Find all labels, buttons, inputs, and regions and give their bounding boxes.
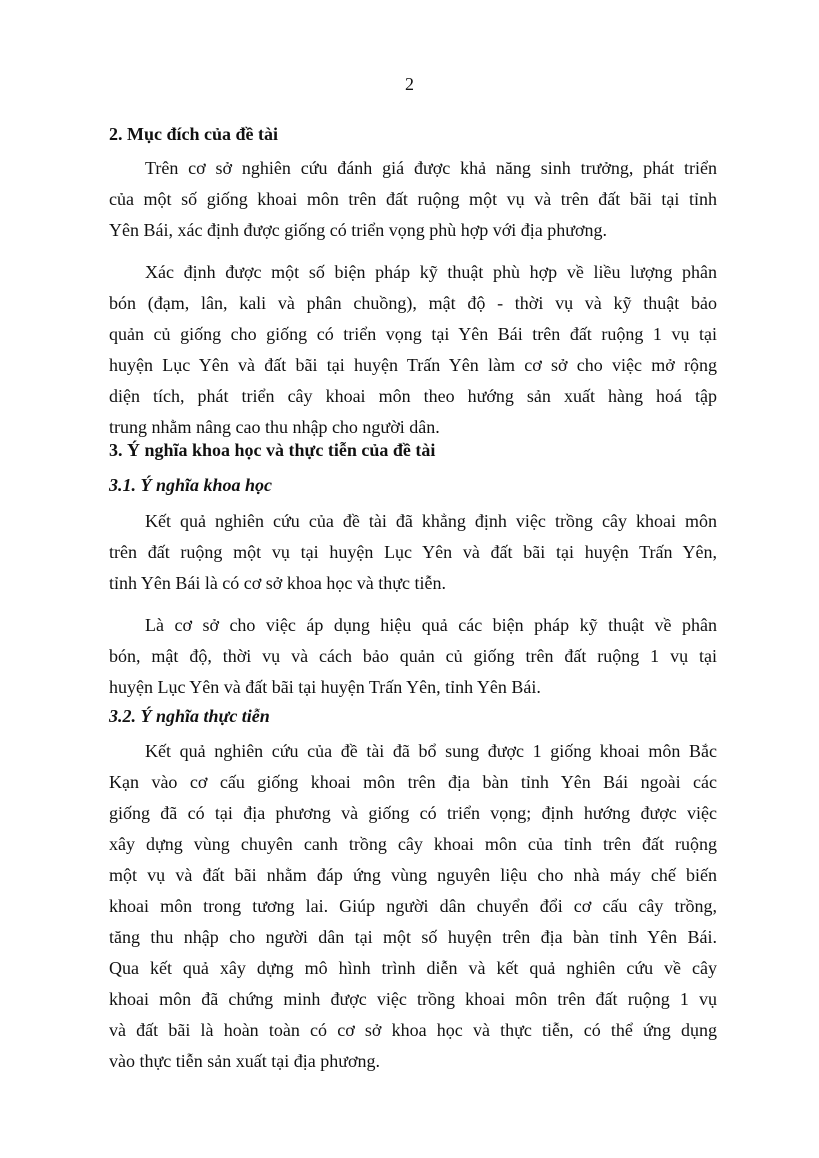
text-line: bón, mật độ, thời vụ và cách bảo quản củ giống trên đất ruộng 1 vụ tại [109, 646, 717, 666]
section-3-heading: 3. Ý nghĩa khoa học và thực tiễn của đề tài [109, 440, 436, 460]
text-line: của một số giống khoai môn trên đất ruộng một vụ và trên đất bãi tại tỉnh [109, 189, 717, 209]
text-line: một vụ và đất bãi nhằm đáp ứng vùng nguyên liệu cho nhà máy chế biến [109, 865, 717, 885]
paragraph [109, 257, 717, 443]
text-line: giống đã có tại địa phương và giống có triển vọng; định hướng được việc [109, 803, 717, 823]
text-line: diện tích, phát triển cây khoai môn theo hướng sản xuất hàng hoá tập [109, 386, 717, 406]
text-line: trên đất ruộng một vụ tại huyện Lục Yên và đất bãi tại huyện Trấn Yên, [109, 542, 717, 562]
text-line: Yên Bái, xác định được giống có triển vọng phù hợp với địa phương. [109, 220, 608, 240]
paragraph [109, 736, 717, 1077]
text-line: bón (đạm, lân, kali và phân chuồng), mật độ - thời vụ và kỹ thuật bảo [109, 293, 717, 313]
text-line: trung nhằm nâng cao thu nhập cho người dân. [109, 417, 440, 437]
text-line: vào thực tiễn sản xuất tại địa phương. [109, 1051, 380, 1071]
text-line: và đất bãi là hoàn toàn có cơ sở khoa học và thực tiễn, có thể ứng dụng [109, 1020, 717, 1040]
subsection-3-2-heading: 3.2. Ý nghĩa thực tiễn [109, 706, 270, 726]
paragraph [109, 153, 717, 246]
text-line: huyện Lục Yên và đất bãi tại huyện Trấn Yên, tỉnh Yên Bái. [109, 677, 541, 697]
text-line: Kết quả nghiên cứu của đề tài đã khẳng định việc trồng cây khoai môn [145, 511, 717, 531]
subsection-3-1-heading: 3.1. Ý nghĩa khoa học [109, 475, 273, 495]
text-line: xây dựng vùng chuyên canh trồng cây khoai môn của tỉnh trên đất ruộng [109, 834, 717, 854]
paragraph [109, 506, 717, 599]
text-line: Là cơ sở cho việc áp dụng hiệu quả các biện pháp kỹ thuật về phân [145, 615, 717, 635]
text-line: quản củ giống cho giống có triển vọng tại Yên Bái trên đất ruộng 1 vụ tại [109, 324, 717, 344]
page-number: 2 [405, 74, 414, 94]
paragraph [109, 610, 717, 703]
text-line: Kạn vào cơ cấu giống khoai môn trên địa bàn tỉnh Yên Bái ngoài các [109, 772, 717, 792]
text-line: Trên cơ sở nghiên cứu đánh giá được khả năng sinh trưởng, phát triển [145, 158, 717, 178]
text-line: Qua kết quả xây dựng mô hình trình diễn và kết quả nghiên cứu về cây [109, 958, 717, 978]
section-2-heading: 2. Mục đích của đề tài [109, 124, 278, 144]
text-line: Kết quả nghiên cứu của đề tài đã bổ sung được 1 giống khoai môn Bắc [145, 741, 717, 761]
text-line: khoai môn trong tương lai. Giúp người dân chuyển đổi cơ cấu cây trồng, [109, 896, 717, 916]
text-line: Xác định được một số biện pháp kỹ thuật phù hợp về liều lượng phân [145, 262, 717, 282]
text-line: huyện Lục Yên và đất bãi tại huyện Trấn Yên làm cơ sở cho việc mở rộng [109, 355, 717, 375]
text-line: tỉnh Yên Bái là có cơ sở khoa học và thực tiễn. [109, 573, 447, 593]
text-line: khoai môn đã chứng minh được việc trồng khoai môn trên đất ruộng 1 vụ [109, 989, 717, 1009]
text-line: tăng thu nhập cho người dân tại một số huyện trên địa bàn tỉnh Yên Bái. [109, 927, 717, 947]
